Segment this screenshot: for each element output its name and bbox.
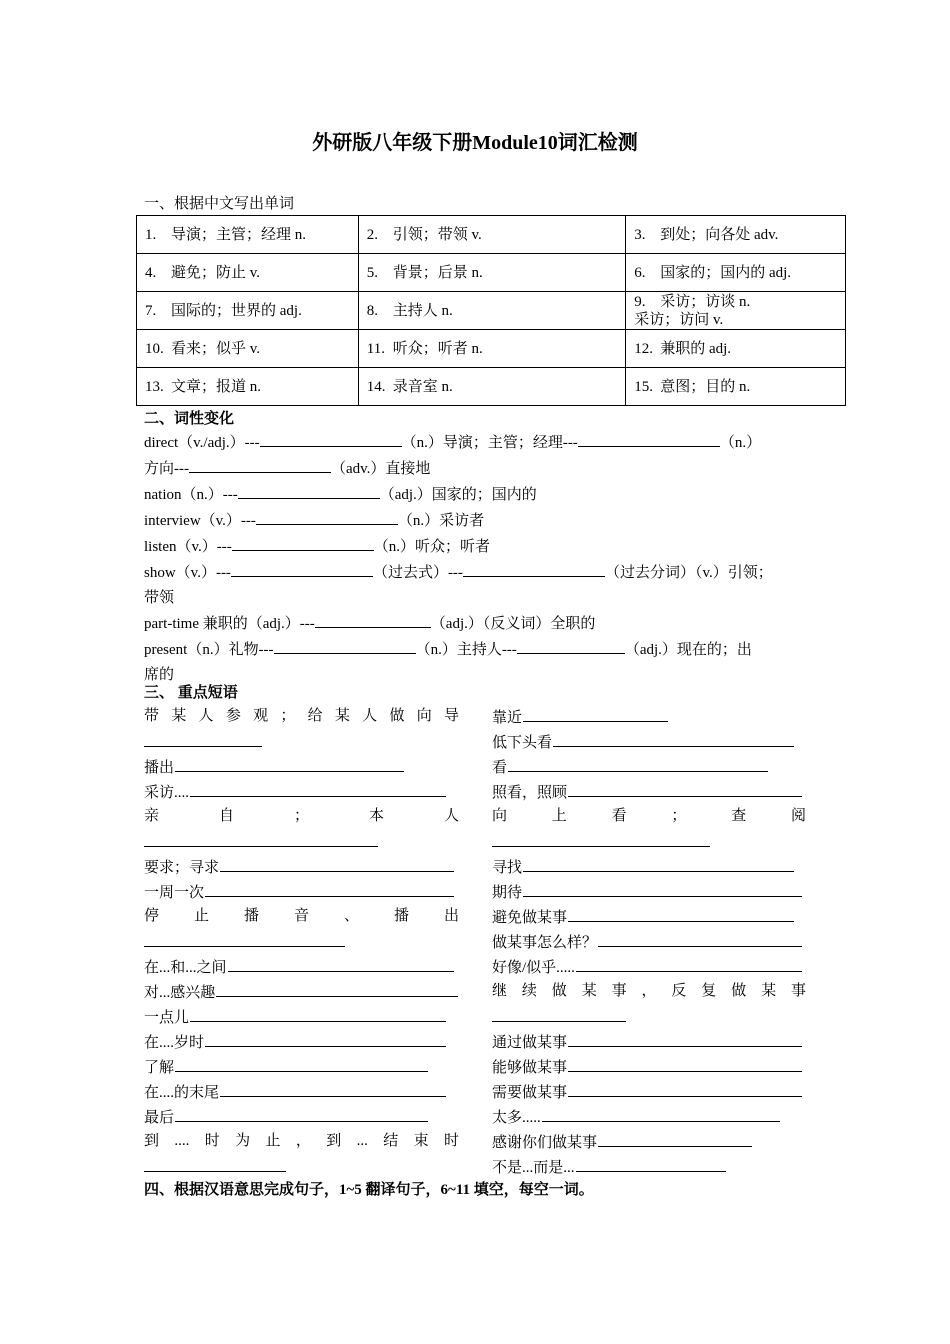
phrase-label: 最后 (144, 1110, 175, 1126)
text: listen（v.）--- (144, 539, 232, 555)
phrase-item (492, 854, 794, 879)
answer-blank[interactable] (260, 430, 402, 447)
phrase-blank-line (492, 1004, 806, 1029)
vocab-cell[interactable] (137, 368, 359, 406)
item-number: 7. (145, 302, 157, 319)
text: （过去式）--- (372, 565, 463, 581)
page-title: 外研版八年级下册Module10词汇检测 (312, 132, 638, 154)
phrase-label: 靠近 (492, 710, 523, 726)
section-1-heading: 一、根据中文写出单词 (144, 196, 295, 212)
phrases-right (492, 704, 806, 1179)
phrase-item (492, 1029, 802, 1054)
vocab-cell[interactable] (358, 216, 625, 254)
phrase-label: 通过做某事 (492, 1035, 568, 1051)
phrase-label: 能够做某事 (492, 1060, 568, 1076)
phrase-label: 在....的末尾 (144, 1085, 220, 1101)
answer-blank[interactable] (492, 829, 710, 847)
item-prompt: 主持人 n. (392, 302, 453, 319)
answer-blank[interactable] (568, 1054, 802, 1072)
text: （n.）听众；听者 (373, 539, 491, 555)
phrase-label: 播出 (144, 760, 175, 776)
text: interview（v.）--- (144, 513, 256, 529)
phrase-item (492, 1079, 802, 1104)
text: （n.） (719, 435, 762, 451)
text: （过去分词）（v.）引领； (604, 565, 773, 581)
phrase-item (144, 1104, 428, 1129)
answer-blank[interactable] (144, 829, 378, 847)
answer-blank[interactable] (576, 1154, 726, 1172)
item-prompt: 录音室 n. (392, 378, 453, 395)
phrase-label: 采访.... (144, 785, 190, 801)
phrase-label: 寻找 (492, 860, 523, 876)
phrase-item (492, 704, 668, 729)
phrase-label: 好像/似乎..... (492, 960, 575, 976)
phrase-item (492, 1054, 802, 1079)
word-forms (144, 430, 814, 688)
phrase-label: 停止播音、播出 (144, 908, 459, 924)
phrase-item (144, 1079, 446, 1104)
answer-blank[interactable] (216, 979, 458, 997)
phrase-label: 一点儿 (144, 1010, 190, 1026)
answer-blank[interactable] (542, 1104, 780, 1122)
phrase-item (492, 754, 768, 779)
answer-blank[interactable] (238, 482, 380, 499)
vocab-cell[interactable] (137, 254, 359, 292)
phrase-item (492, 729, 794, 754)
answer-blank[interactable] (231, 560, 373, 577)
answer-blank[interactable] (175, 754, 404, 772)
answer-blank[interactable] (463, 560, 605, 577)
answer-blank[interactable] (189, 456, 331, 473)
vocab-cell[interactable] (626, 216, 846, 254)
phrase-blank-line (144, 729, 459, 754)
vocab-cell[interactable] (137, 216, 359, 254)
answer-blank[interactable] (256, 508, 398, 525)
vocab-cell[interactable] (137, 292, 359, 330)
item-number: 5. (366, 264, 379, 281)
phrase-item (492, 954, 802, 979)
phrases-left (144, 704, 459, 1179)
item-prompt: 采访；访谈 n. (660, 293, 751, 310)
item-prompt-2: 采访；访问 v. (634, 311, 724, 328)
answer-blank[interactable] (568, 1029, 802, 1047)
answer-blank[interactable] (578, 430, 720, 447)
phrase-item (144, 979, 458, 1004)
table-row (137, 254, 846, 292)
answer-blank[interactable] (492, 1004, 626, 1022)
item-prompt: 看来；似乎 v. (171, 340, 261, 357)
answer-blank[interactable] (568, 779, 802, 797)
phrase-item (144, 879, 454, 904)
item-prompt: 国际的；世界的 adj. (171, 302, 302, 319)
text: （adj.）现在的；出 (624, 642, 752, 658)
item-number: 1. (145, 226, 157, 243)
answer-blank[interactable] (190, 1004, 446, 1022)
phrase-label: 避免做某事 (492, 910, 568, 926)
phrase-label: 向上看；查阅 (492, 808, 806, 824)
section-2-heading: 二、词性变化 (144, 411, 235, 427)
text: direct（v./adj.）--- (144, 435, 260, 451)
phrase-label: 亲自；本人 (144, 808, 459, 824)
item-prompt: 引领；带领 v. (392, 226, 482, 243)
vocab-cell[interactable] (626, 368, 846, 406)
phrase-item (144, 1004, 446, 1029)
phrase-label: 了解 (144, 1060, 175, 1076)
vocab-cell[interactable] (358, 292, 625, 330)
item-prompt: 到处；向各处 adv. (660, 226, 779, 243)
answer-blank[interactable] (568, 904, 794, 922)
text: （n.）主持人--- (415, 642, 517, 658)
answer-blank[interactable] (205, 1029, 446, 1047)
section-3-heading: 三、 重点短语 (144, 685, 238, 701)
text: nation（n.）--- (144, 487, 238, 503)
item-prompt: 听众；听者 n. (392, 340, 483, 357)
phrase-label: 在...和...之间 (144, 960, 227, 976)
phrase-label: 要求；寻求 (144, 860, 220, 876)
phrase-label: 继续做某事，反复做某事 (492, 983, 806, 999)
item-prompt: 导演；主管；经理 n. (171, 226, 307, 243)
table-row (137, 292, 846, 330)
vocab-cell[interactable] (626, 330, 846, 368)
item-number: 8. (366, 302, 379, 319)
item-prompt: 兼职的 adj. (660, 340, 732, 357)
text: 带领 (144, 590, 175, 606)
item-number: 3. (634, 226, 646, 243)
answer-blank[interactable] (523, 704, 668, 722)
phrase-label: 一周一次 (144, 885, 205, 901)
table-row (137, 330, 846, 368)
vocab-cell[interactable] (137, 330, 359, 368)
answer-blank[interactable] (205, 879, 454, 897)
answer-blank[interactable] (175, 1104, 428, 1122)
phrase-label: 对...感兴趣 (144, 985, 216, 1001)
vocab-cell[interactable] (358, 368, 625, 406)
answer-blank[interactable] (144, 729, 262, 747)
answer-blank[interactable] (220, 1079, 446, 1097)
item-number: 9. (634, 293, 646, 310)
item-prompt: 避免；防止 v. (171, 264, 261, 281)
phrase-item (492, 929, 802, 954)
answer-blank[interactable] (220, 854, 454, 872)
phrase-label: 做某事怎么样？ (492, 935, 598, 951)
text: present（n.）礼物--- (144, 642, 274, 658)
answer-blank[interactable] (232, 534, 374, 551)
item-number: 12. (634, 340, 653, 357)
vocab-cell[interactable] (358, 330, 625, 368)
phrase-label: 看 (492, 760, 508, 776)
phrase-blank-line (144, 1154, 459, 1179)
phrase-label: 感谢你们做某事 (492, 1135, 598, 1151)
answer-blank[interactable] (228, 954, 454, 972)
text: （adj.）国家的；国内的 (379, 487, 537, 503)
text: （n.）采访者 (397, 513, 485, 529)
phrase-label: 不是...而是... (492, 1160, 575, 1176)
table-row (137, 216, 846, 254)
item-number: 14. (366, 378, 386, 395)
item-number: 6. (634, 264, 646, 281)
phrase-blank-line (492, 829, 806, 854)
phrase-item (144, 1054, 428, 1079)
phrase-label: 在....岁时 (144, 1035, 205, 1051)
item-number: 10. (145, 340, 164, 357)
item-prompt: 国家的；国内的 adj. (660, 264, 792, 281)
phrase-label: 太多..... (492, 1110, 541, 1126)
vocab-cell[interactable] (626, 292, 846, 330)
answer-blank[interactable] (553, 729, 794, 747)
text: 席的 (144, 667, 175, 683)
phrase-label: 带某人参观；给某人做向导 (144, 708, 459, 724)
answer-blank[interactable] (598, 929, 802, 947)
phrase-blank-line (144, 829, 459, 854)
text: show（v.）--- (144, 565, 231, 581)
phrase-item (144, 854, 454, 879)
answer-blank[interactable] (508, 754, 768, 772)
answer-blank[interactable] (568, 1079, 802, 1097)
text: （n.）导演；主管；经理--- (401, 435, 578, 451)
phrase-label: 需要做某事 (492, 1085, 568, 1101)
answer-blank[interactable] (523, 879, 802, 897)
phrase-item (492, 1129, 752, 1154)
phrase-item (144, 779, 446, 804)
phrase-label: 期待 (492, 885, 523, 901)
phrase-item (144, 954, 454, 979)
answer-blank[interactable] (598, 1129, 752, 1147)
item-prompt: 文章；报道 n. (171, 378, 262, 395)
answer-blank[interactable] (144, 929, 345, 947)
answer-blank[interactable] (517, 637, 625, 654)
phrase-label: 低下头看 (492, 735, 553, 751)
vocab-cell[interactable] (358, 254, 625, 292)
text: 方向--- (144, 461, 189, 477)
phrase-item (492, 1104, 780, 1129)
phrase-item (492, 904, 794, 929)
item-number: 11. (366, 340, 385, 357)
answer-blank[interactable] (144, 1154, 286, 1172)
answer-blank[interactable] (190, 779, 446, 797)
text: part-time 兼职的（adj.）--- (144, 616, 315, 632)
answer-blank[interactable] (576, 954, 802, 972)
phrase-label: 照看，照顾 (492, 785, 568, 801)
item-number: 15. (634, 378, 653, 395)
vocab-table (136, 215, 846, 406)
phrase-blank-line (144, 929, 459, 954)
answer-blank[interactable] (315, 611, 431, 628)
vocab-cell[interactable] (626, 254, 846, 292)
item-number: 2. (366, 226, 379, 243)
table-row (137, 368, 846, 406)
phrase-item (144, 754, 404, 779)
phrase-item (492, 1154, 726, 1179)
phrase-label: 到....时为止，到...结束时 (144, 1133, 459, 1149)
item-prompt: 背景；后景 n. (392, 264, 483, 281)
item-number: 4. (145, 264, 157, 281)
item-prompt: 意图；目的 n. (660, 378, 751, 395)
answer-blank[interactable] (274, 637, 416, 654)
answer-blank[interactable] (175, 1054, 428, 1072)
text: （adj.）（反义词）全职的 (430, 616, 596, 632)
phrase-item (144, 1029, 446, 1054)
phrase-item (492, 879, 802, 904)
phrase-item (492, 779, 802, 804)
answer-blank[interactable] (523, 854, 794, 872)
section-4-heading: 四、根据汉语意思完成句子，1~5 翻译句子，6~11 填空，每空一词。 (144, 1182, 594, 1198)
text: （adv.）直接地 (331, 461, 431, 477)
item-number: 13. (145, 378, 164, 395)
